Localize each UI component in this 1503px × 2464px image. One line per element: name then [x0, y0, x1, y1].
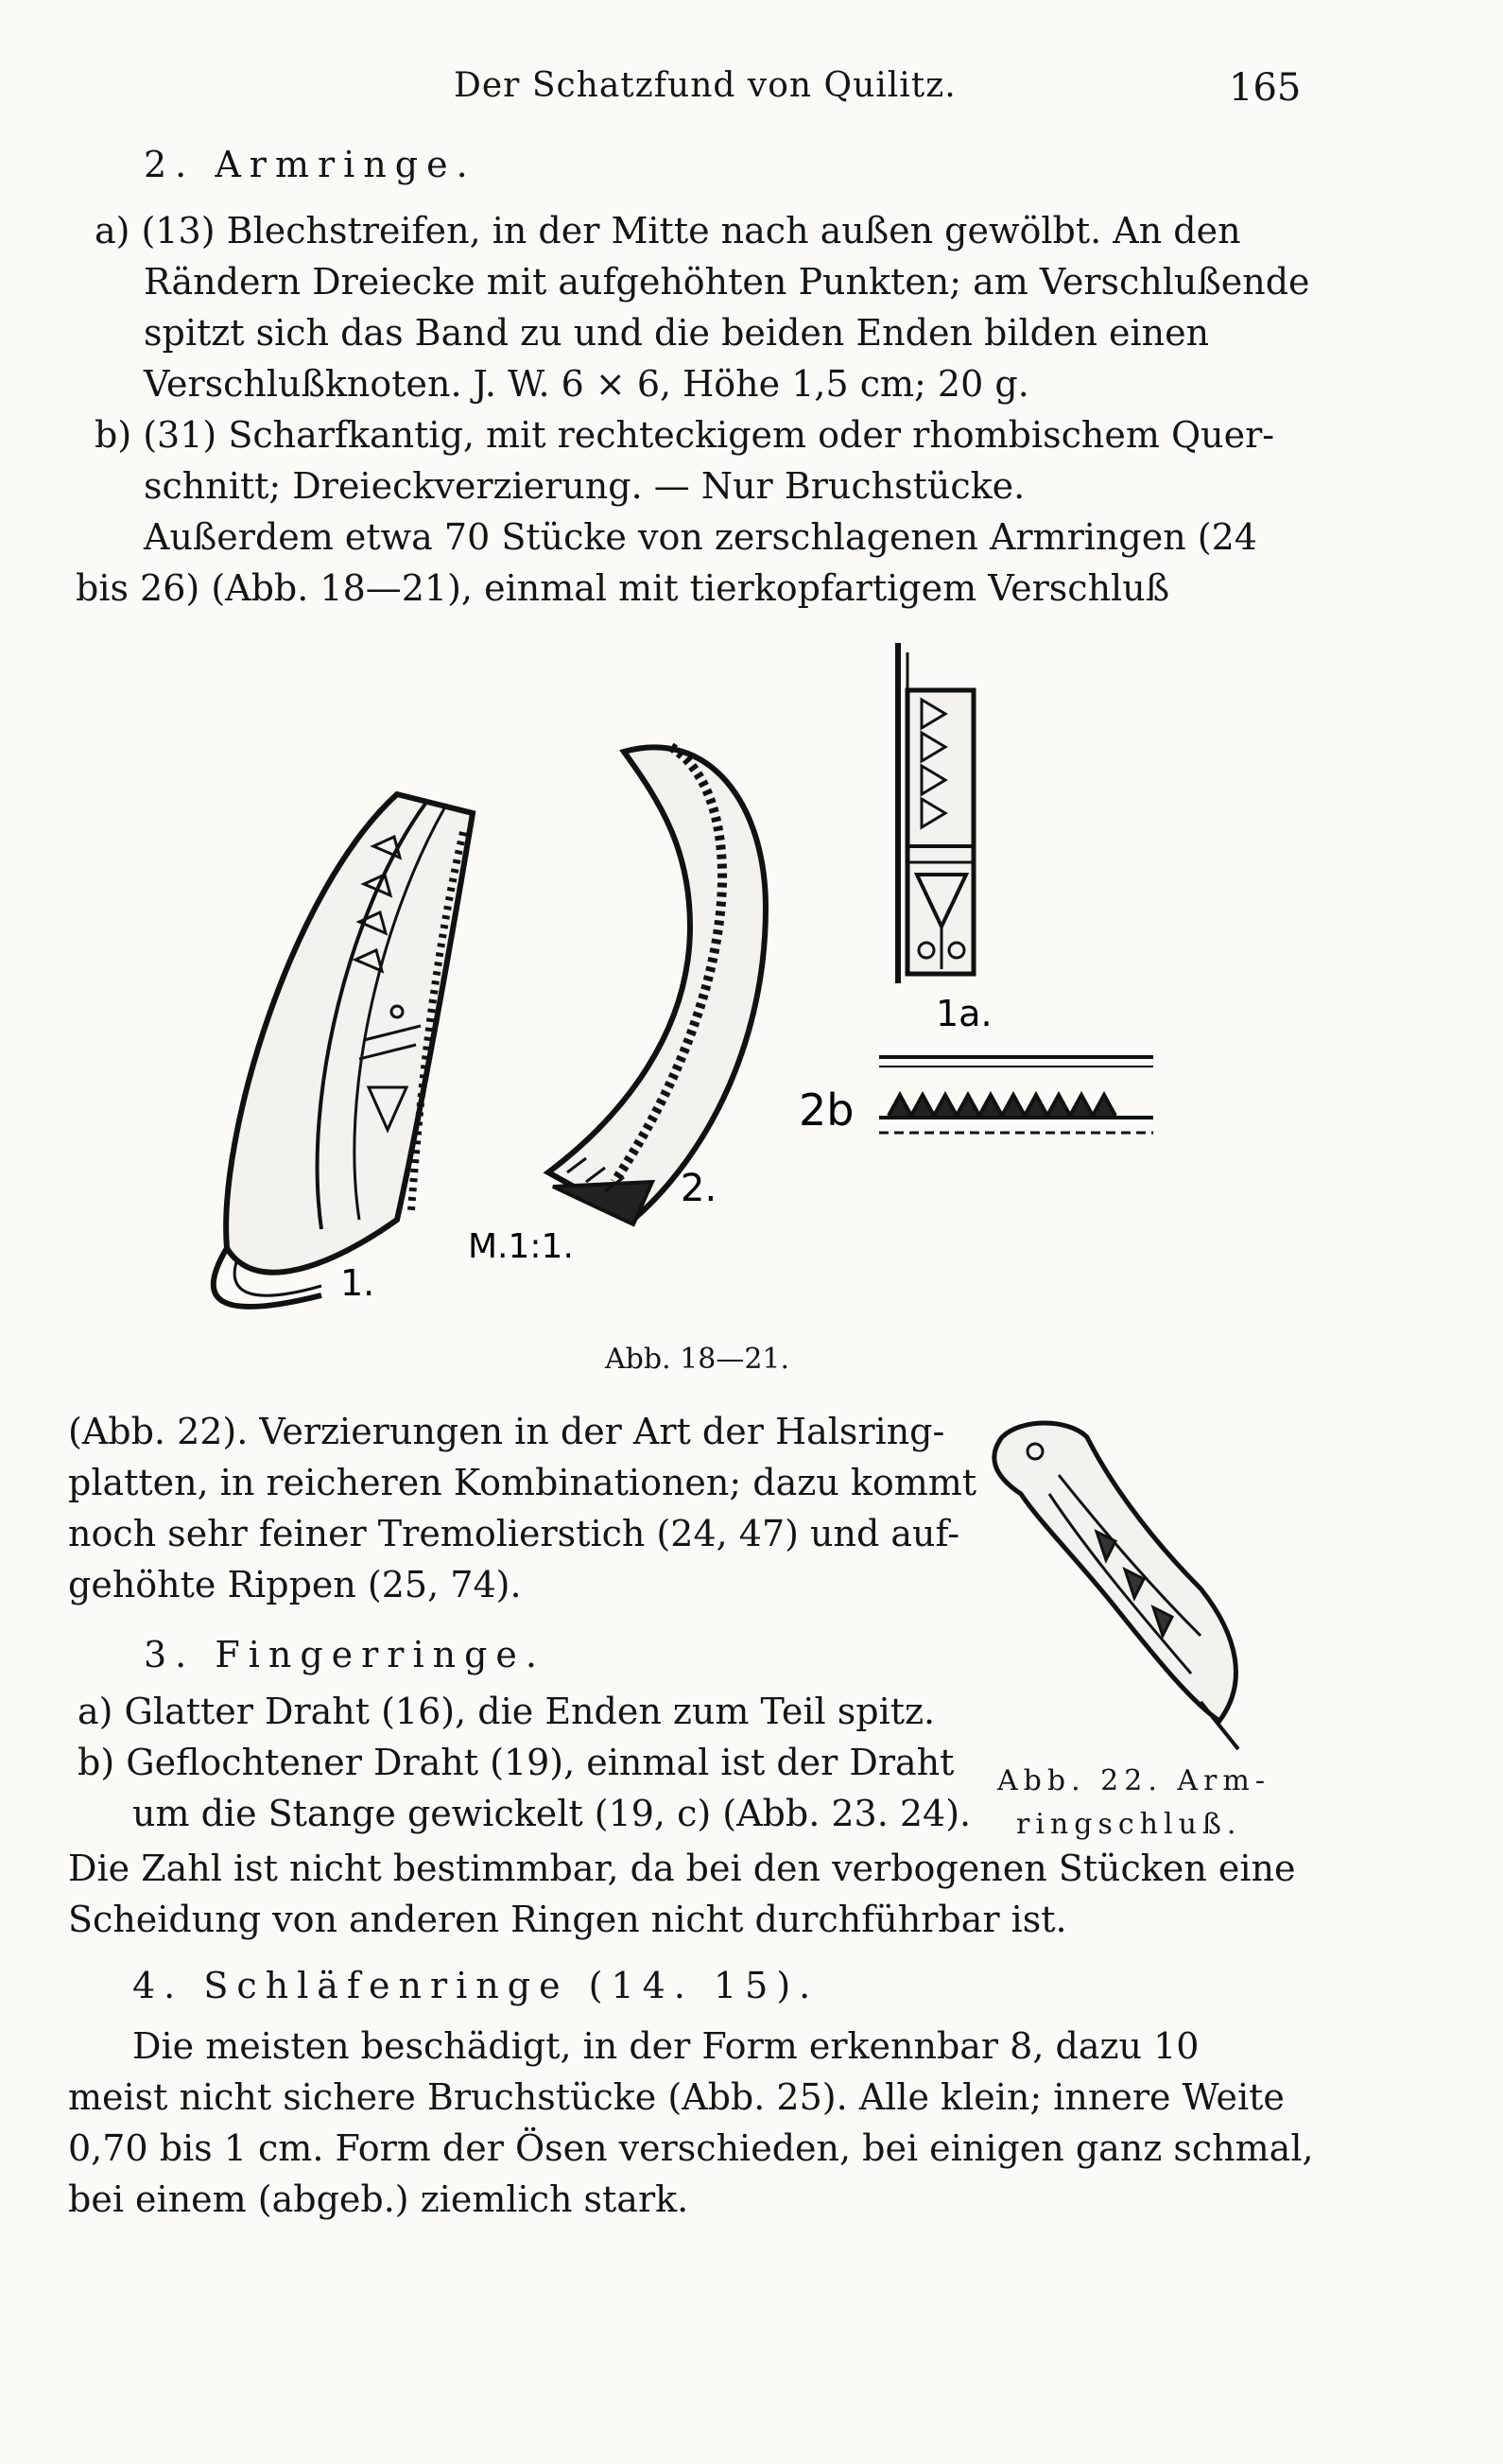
figure-label-2b: 2b [799, 1085, 855, 1136]
figure-armring-fragments [180, 643, 1295, 1343]
text-line: platten, in reicheren Kombinationen; dazu kommt [68, 1462, 977, 1503]
text-line: 0,70 bis 1 cm. Form der Ösen verschieden, bei einigen ganz schmal, [68, 2127, 1314, 2169]
armring-strip-1a-drawing [898, 643, 974, 983]
text-line: a) Glatter Draht (16), die Enden zum Teil spitz. [78, 1691, 936, 1732]
page-header [0, 66, 1503, 123]
text-line: um die Stange gewickelt (19, c) (Abb. 23. 24). [132, 1793, 972, 1834]
figure-label-2: 2. [681, 1167, 717, 1210]
text-line: Rändern Dreiecke mit aufgehöhten Punkten; am Verschlußende [144, 261, 1310, 303]
text-line: bei einem (abgeb.) ziemlich stark. [68, 2178, 689, 2220]
armring-clasp-drawing [994, 1423, 1238, 1749]
text-line: spitzt sich das Band zu und die beiden Enden bilden einen [144, 312, 1210, 354]
section-heading-armrings: 2. Armringe. [144, 144, 476, 185]
armring-fragment-2-drawing [548, 747, 766, 1224]
figure-armring-clasp [983, 1418, 1267, 1759]
text-line: meist nicht sichere Bruchstücke (Abb. 25). Alle klein; innere Weite [68, 2076, 1285, 2118]
text-line: Außerdem etwa 70 Stücke von zerschlagenen Armringen (24 [144, 516, 1257, 558]
text-line: a) (13) Blechstreifen, in der Mitte nach außen gewölbt. An den [95, 210, 1241, 252]
text-line: bis 26) (Abb. 18—21), einmal mit tierkopfartigem Verschluß [76, 567, 1170, 609]
armring-fragment-1-drawing [214, 794, 473, 1307]
figure-label-1: 1. [340, 1262, 375, 1304]
section-heading-temple-rings: 4. Schläfenringe (14. 15). [132, 1965, 820, 2006]
text-line: Die Zahl ist nicht bestimmbar, da bei den verbogenen Stücken eine [68, 1848, 1296, 1889]
page-number: 165 [1229, 66, 1302, 110]
text-line: (Abb. 22). Verzierungen in der Art der Halsring- [68, 1411, 945, 1452]
text-line: Verschlußknoten. J. W. 6 × 6, Höhe 1,5 cm; 20 g. [144, 363, 1029, 405]
scale-label: M.1:1. [468, 1227, 574, 1266]
text-line: Scheidung von anderen Ringen nicht durchführbar ist. [68, 1899, 1067, 1940]
figure-caption-18-21: Abb. 18—21. [605, 1343, 790, 1376]
figure-caption-22-line2: ringschluß. [1016, 1808, 1242, 1841]
section-heading-fingerrings: 3. Fingerringe. [144, 1634, 545, 1675]
text-line: gehöhte Rippen (25, 74). [68, 1564, 522, 1605]
text-line: b) Geflochtener Draht (19), einmal ist der Draht [78, 1742, 955, 1783]
text-line: noch sehr feiner Tremolierstich (24, 47) und auf- [68, 1513, 960, 1554]
text-line: b) (31) Scharfkantig, mit rechteckigem oder rhombischem Quer- [95, 414, 1275, 456]
armring-strip-2b-drawing [879, 1057, 1153, 1133]
text-line: Die meisten beschädigt, in der Form erkennbar 8, dazu 10 [132, 2025, 1200, 2067]
running-title: Der Schatzfund von Quilitz. [454, 66, 957, 105]
figure-label-1a: 1a. [936, 993, 993, 1034]
text-line: schnitt; Dreieckverzierung. — Nur Bruchstücke. [144, 465, 1026, 507]
figure-caption-22-line1: Abb. 22. Arm- [997, 1764, 1270, 1797]
